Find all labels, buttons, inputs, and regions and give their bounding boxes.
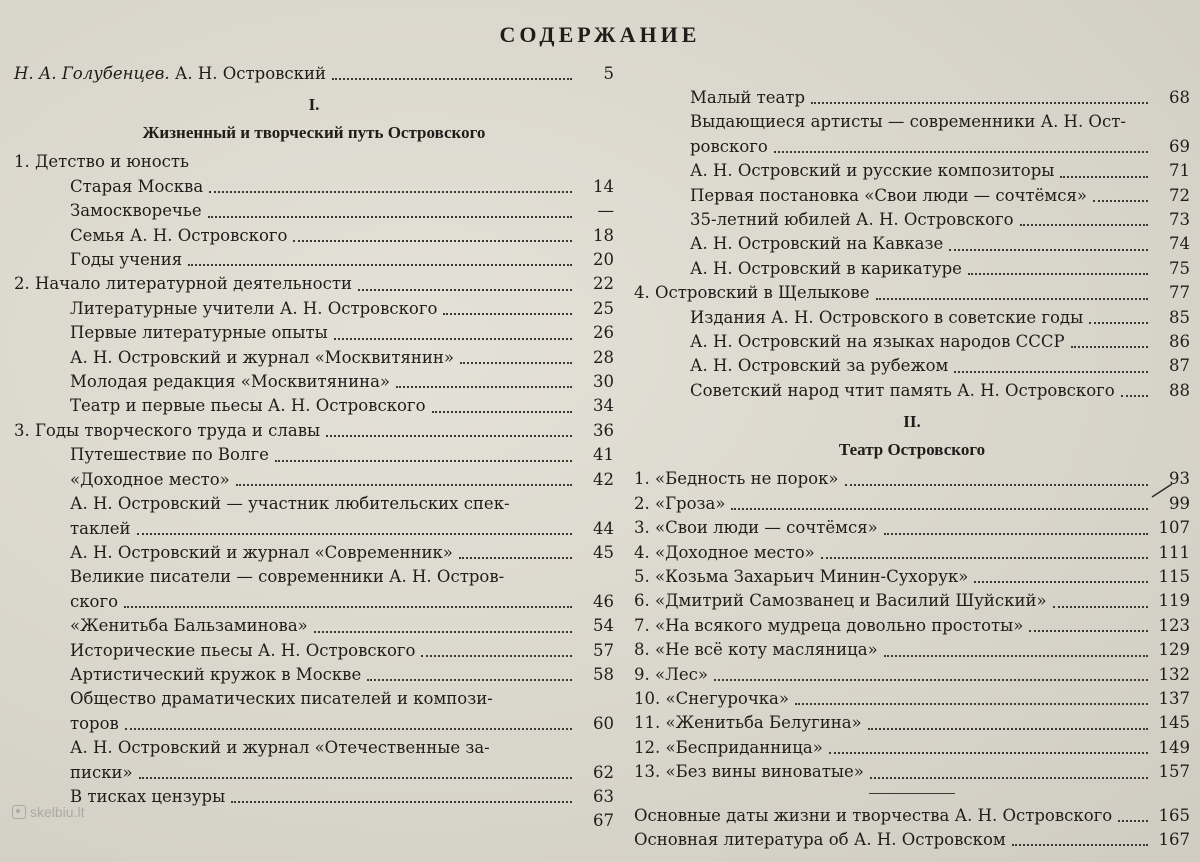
dot-leader	[188, 264, 572, 266]
chapter-heading[interactable]: 1. Детство и юность	[14, 152, 190, 172]
page-number: 26	[593, 323, 614, 343]
dot-leader	[811, 102, 1148, 104]
toc-entry-play[interactable]: 6. «Дмитрий Самозванец и Василий Шуйский» 119	[634, 589, 1190, 613]
dot-leader	[125, 728, 572, 730]
page-number: 42	[593, 469, 614, 489]
toc-entry[interactable]: Семья А. Н. Островского 18	[14, 224, 614, 248]
dot-leader	[460, 362, 572, 364]
toc-entry[interactable]: Первая постановка «Свои люди — сочтёмся» 72	[634, 184, 1190, 208]
dot-leader	[1012, 844, 1148, 846]
dot-leader	[367, 679, 572, 681]
dot-leader	[208, 216, 572, 218]
page-number: 62	[593, 762, 614, 782]
page-number: 68	[1169, 88, 1190, 107]
toc-entry-multiline[interactable]: А. Н. Островский — участник любительских спек- таклей 44	[14, 492, 614, 541]
toc-entry[interactable]: Советский народ чтит память А. Н. Островского 88	[634, 379, 1190, 403]
toc-entry[interactable]: «Женитьба Бальзаминова» 54	[14, 614, 614, 638]
page-number: 115	[1158, 566, 1190, 586]
toc-entry[interactable]: «Доходное место» 42	[14, 468, 614, 492]
toc-entry[interactable]: А. Н. Островский в карикатуре 75	[634, 257, 1190, 281]
toc-entry-play[interactable]: 13. «Без вины виноватые» 157	[634, 760, 1190, 784]
page-number: 44	[593, 518, 614, 538]
toc-entry-play[interactable]: 7. «На всякого мудреца довольно простоты» 123	[634, 614, 1190, 638]
toc-entry-appendix[interactable]: Основные даты жизни и творчества А. Н. Островского 165	[634, 804, 1190, 828]
toc-entry-play[interactable]: 2. «Гроза» 99	[634, 492, 1190, 516]
toc-entry[interactable]: 35-летний юбилей А. Н. Островского 73	[634, 208, 1190, 232]
toc-entry[interactable]: Первые литературные опыты 26	[14, 321, 614, 345]
dot-leader	[968, 273, 1148, 275]
part-number: II.	[903, 412, 921, 432]
toc-entry[interactable]: А. Н. Островский и русские композиторы 71	[634, 159, 1190, 183]
part-number: I.	[308, 95, 320, 115]
dot-leader	[236, 484, 572, 486]
dot-leader	[1053, 606, 1148, 608]
page-title: СОДЕРЖАНИЕ	[499, 22, 701, 47]
dot-leader	[884, 533, 1148, 535]
toc-entry[interactable]: Путешествие по Волге 41	[14, 443, 614, 467]
page-number: 74	[1169, 234, 1190, 254]
page-number: 75	[1169, 258, 1190, 278]
chapter-heading[interactable]: 3. Годы творческого труда и славы 36	[14, 419, 614, 443]
page-number: 86	[1169, 332, 1190, 352]
dot-leader	[884, 655, 1148, 657]
page-number: 28	[593, 347, 614, 367]
dot-leader	[314, 631, 572, 633]
page-number: 71	[1169, 161, 1190, 181]
toc-entry[interactable]: А. Н. Островский на Кавказе 74	[634, 232, 1190, 256]
dot-leader	[714, 679, 1148, 681]
page-number: 58	[593, 664, 614, 684]
page-number: 67	[593, 811, 614, 831]
page-number: 36	[593, 420, 614, 440]
page-number: 123	[1158, 615, 1190, 635]
page-number: 93	[1169, 469, 1190, 489]
dot-leader	[949, 249, 1148, 251]
toc-entry-play[interactable]: 4. «Доходное место» 111	[634, 541, 1190, 565]
dot-leader	[1121, 395, 1148, 397]
toc-entry-multiline[interactable]: Выдающиеся артисты — современники А. Н. Ост- ровского 69	[634, 110, 1190, 159]
toc-entry[interactable]: А. Н. Островский и журнал «Москвитянин» 28	[14, 346, 614, 370]
dot-leader	[443, 313, 572, 315]
dot-leader	[1020, 224, 1148, 226]
dot-leader	[821, 557, 1148, 559]
toc-entry-multiline[interactable]: Великие писатели — современники А. Н. Остров- ского 46	[14, 565, 614, 614]
dot-leader	[432, 411, 572, 413]
toc-entry[interactable]: Старая Москва 14	[14, 175, 614, 199]
dot-leader	[829, 752, 1148, 754]
toc-entry[interactable]: Годы учения 20	[14, 248, 614, 272]
toc-entry[interactable]: Театр и первые пьесы А. Н. Островского 34	[14, 394, 614, 418]
dot-leader	[326, 435, 572, 437]
dot-leader	[275, 460, 572, 462]
dot-leader	[870, 777, 1148, 779]
toc-entry-play[interactable]: 11. «Женитьба Белугина» 145	[634, 711, 1190, 735]
dot-leader	[1029, 630, 1148, 632]
toc-entry-play[interactable]: 1. «Бедность не порок» 93	[634, 467, 1190, 491]
toc-entry-play[interactable]: 8. «Не всё коту масляница» 129	[634, 638, 1190, 662]
dot-leader	[795, 703, 1148, 705]
intro-title: А. Н. Островский	[174, 64, 326, 83]
page-number: 72	[1169, 185, 1190, 205]
dot-leader	[774, 151, 1148, 153]
toc-entry[interactable]: Молодая редакция «Москвитянина» 30	[14, 370, 614, 394]
dot-leader	[1118, 820, 1148, 822]
page-number: 69	[1169, 136, 1190, 156]
page-number: 111	[1158, 542, 1190, 562]
chapter-heading[interactable]: 4. Островский в Щелыкове 77	[634, 281, 1190, 305]
toc-entry[interactable]: А. Н. Островский за рубежом 87	[634, 354, 1190, 378]
toc-entry[interactable]: В тисках цензуры 63	[14, 785, 614, 809]
page-number: 54	[593, 616, 614, 636]
page-number: 60	[593, 713, 614, 733]
page-number: 20	[593, 250, 614, 270]
page-number: 85	[1169, 307, 1190, 327]
dot-leader	[1071, 346, 1148, 348]
toc-entry[interactable]: Исторические пьесы А. Н. Островского 57	[14, 639, 614, 663]
toc-entry[interactable]: Литературные учители А. Н. Островского 25	[14, 297, 614, 321]
toc-entry-multiline[interactable]: Общество драматических писателей и компози- торов 60	[14, 687, 614, 736]
page-number: 45	[593, 542, 614, 562]
section-divider	[869, 793, 955, 794]
page-number: 73	[1169, 210, 1190, 230]
dot-leader	[139, 777, 572, 779]
toc-entry[interactable]: Малый театр 68	[634, 86, 1190, 110]
page-number: 149	[1158, 737, 1190, 757]
toc-entry[interactable]: А. Н. Островский на языках народов СССР 86	[634, 330, 1190, 354]
part-title: Театр Островского	[838, 440, 986, 460]
page-number: 129	[1158, 640, 1190, 660]
page-number: 87	[1169, 356, 1190, 376]
pen-check-mark	[1150, 481, 1176, 501]
toc-entry-play[interactable]: 9. «Лес» 132	[634, 663, 1190, 687]
page-number: 41	[593, 445, 614, 465]
page-number: 88	[1169, 380, 1190, 400]
dot-leader	[459, 557, 572, 559]
dot-leader	[358, 289, 572, 291]
page-number: 22	[593, 274, 614, 294]
dot-leader	[1093, 200, 1148, 202]
toc-entry-appendix[interactable]: Основная литература об А. Н. Островском 167	[634, 828, 1190, 852]
dot-leader	[731, 508, 1148, 510]
watermark: skelbiu.lt	[12, 804, 84, 820]
page-number: 165	[1158, 805, 1190, 825]
part-title: Жизненный и творческий путь Островского	[142, 123, 486, 143]
page-number: 77	[1169, 283, 1190, 303]
toc-entry-play[interactable]: 12. «Бесприданница» 149	[634, 736, 1190, 760]
dot-leader	[1060, 176, 1148, 178]
toc-right-column	[634, 86, 1190, 852]
toc-entry[interactable]: Издания А. Н. Островского в советские годы 85	[634, 306, 1190, 330]
page-number: —	[597, 201, 614, 221]
page-number: 119	[1158, 591, 1190, 611]
camera-icon	[12, 805, 26, 819]
page-number: 18	[593, 225, 614, 245]
toc-entry-play[interactable]: 3. «Свои люди — сочтёмся» 107	[634, 516, 1190, 540]
page-number: 14	[593, 176, 614, 196]
page-number: 132	[1158, 664, 1190, 684]
dot-leader	[974, 581, 1148, 583]
intro-author: Н. А. Голубенцев.	[14, 64, 170, 83]
toc-entry[interactable]: Артистический кружок в Москве 58	[14, 663, 614, 687]
toc-entry[interactable]: Замоскворечье —	[14, 199, 614, 223]
dot-leader	[396, 386, 572, 388]
dot-leader	[293, 240, 572, 242]
dot-leader	[124, 606, 572, 608]
toc-left-column	[14, 62, 614, 834]
dot-leader	[1089, 322, 1148, 324]
dot-leader	[231, 801, 572, 803]
dot-leader	[954, 371, 1148, 373]
page-number: 137	[1158, 688, 1190, 708]
page-number: 167	[1158, 829, 1190, 849]
page-number: 46	[593, 591, 614, 611]
toc-entry[interactable]: А. Н. Островский и журнал «Современник» 45	[14, 541, 614, 565]
dot-leader	[137, 533, 572, 535]
page-number: 30	[593, 372, 614, 392]
page-number: 25	[593, 298, 614, 318]
page-number: 99	[1169, 493, 1190, 513]
toc-entry-play[interactable]: 10. «Снегурочка» 137	[634, 687, 1190, 711]
dot-leader	[868, 728, 1148, 730]
page-number: 5	[603, 64, 614, 83]
dot-leader	[876, 298, 1148, 300]
page-number: 57	[593, 640, 614, 660]
toc-entry-multiline[interactable]: А. Н. Островский и журнал «Отечественные за- писки» 62	[14, 736, 614, 785]
page-number: 34	[593, 396, 614, 416]
toc-entry-trailing-page[interactable]	[14, 809, 614, 833]
page-number: 157	[1158, 762, 1190, 782]
dot-leader	[332, 78, 572, 80]
dot-leader	[845, 484, 1148, 486]
chapter-heading[interactable]: 2. Начало литературной деятельности 22	[14, 272, 614, 296]
dot-leader	[421, 655, 572, 657]
page-number: 63	[593, 786, 614, 806]
dot-leader	[334, 338, 572, 340]
dot-leader	[209, 191, 572, 193]
page-number: 107	[1158, 518, 1190, 538]
page-number: 145	[1158, 713, 1190, 733]
toc-entry-play[interactable]: 5. «Козьма Захарьич Минин-Сухорук» 115	[634, 565, 1190, 589]
toc-entry-intro[interactable]	[14, 62, 614, 86]
